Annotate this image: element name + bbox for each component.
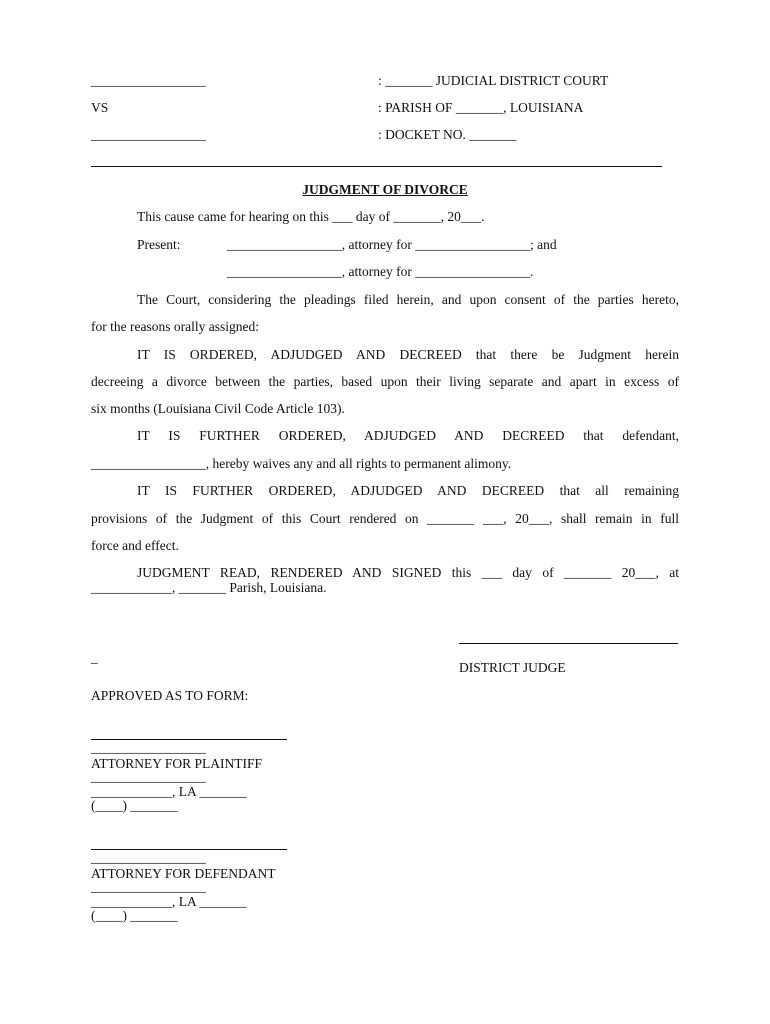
order2-line-1: IT IS FURTHER ORDERED, ADJUDGED AND DECREED that defendant, [137, 428, 679, 443]
present-label: Present: [137, 237, 181, 252]
order2-line-2: _________________, hereby waives any and all rights to permanent alimony. [91, 456, 512, 471]
present-line-1: _________________, attorney for _________________; and [227, 237, 557, 252]
order3-line-1: IT IS FURTHER ORDERED, ADJUDGED AND DECREED that all remaining [137, 483, 679, 498]
plaintiff-city-line: ____________, LA _______ [91, 784, 247, 799]
court-line: : _______ JUDICIAL DISTRICT COURT [378, 73, 609, 88]
caption-vs: VS [91, 100, 109, 115]
district-judge-label: DISTRICT JUDGE [459, 660, 566, 675]
order3-line-3: force and effect. [91, 538, 179, 553]
defendant-blank-mid: _________________ [91, 879, 206, 894]
present-line-2: _________________, attorney for _________________. [227, 264, 534, 279]
plaintiff-blank-top: _________________ [91, 740, 206, 755]
parish-line: : PARISH OF _______, LOUISIANA [378, 100, 584, 115]
document-title: JUDGMENT OF DIVORCE [302, 182, 468, 197]
plaintiff-phone-line: (____) _______ [91, 798, 178, 813]
plaintiff-blank-mid: _________________ [91, 769, 206, 784]
approved-as-to-form: APPROVED AS TO FORM: [91, 688, 249, 703]
order1-line-3: six months (Louisiana Civil Code Article 103). [91, 401, 345, 416]
caption-left-blank-2: _________________ [91, 127, 206, 142]
caption-divider [91, 166, 662, 167]
order1-line-2: decreeing a divorce between the parties, based upon their living separate and apart in excess of [91, 374, 679, 389]
signing-line-1: JUDGMENT READ, RENDERED AND SIGNED this ___ day of _______ 20___, at [137, 565, 679, 580]
consideration-line-1: The Court, considering the pleadings filed herein, and upon consent of the parties hereto, [137, 292, 679, 307]
defendant-phone-line: (____) _______ [91, 908, 178, 923]
order1-line-1: IT IS ORDERED, ADJUDGED AND DECREED that there be Judgment herein [137, 347, 679, 362]
order3-line-2: provisions of the Judgment of this Court rendered on _______ ___, 20___, shall remain in full [91, 511, 679, 526]
docket-line: : DOCKET NO. _______ [378, 127, 517, 142]
signing-line-2: ____________, _______ Parish, Louisiana. [91, 580, 327, 595]
defendant-attorney-label: ATTORNEY FOR DEFENDANT [91, 866, 276, 881]
consideration-line-2: for the reasons orally assigned: [91, 319, 259, 334]
hearing-line: This cause came for hearing on this ___ day of _______, 20___. [137, 209, 485, 224]
defendant-blank-top: _________________ [91, 850, 206, 865]
judge-signature-line [459, 643, 678, 644]
caption-left-blank-1: _________________ [91, 73, 206, 88]
defendant-city-line: ____________, LA _______ [91, 894, 247, 909]
plaintiff-attorney-label: ATTORNEY FOR PLAINTIFF [91, 756, 263, 771]
stray-dash: _ [91, 650, 98, 665]
